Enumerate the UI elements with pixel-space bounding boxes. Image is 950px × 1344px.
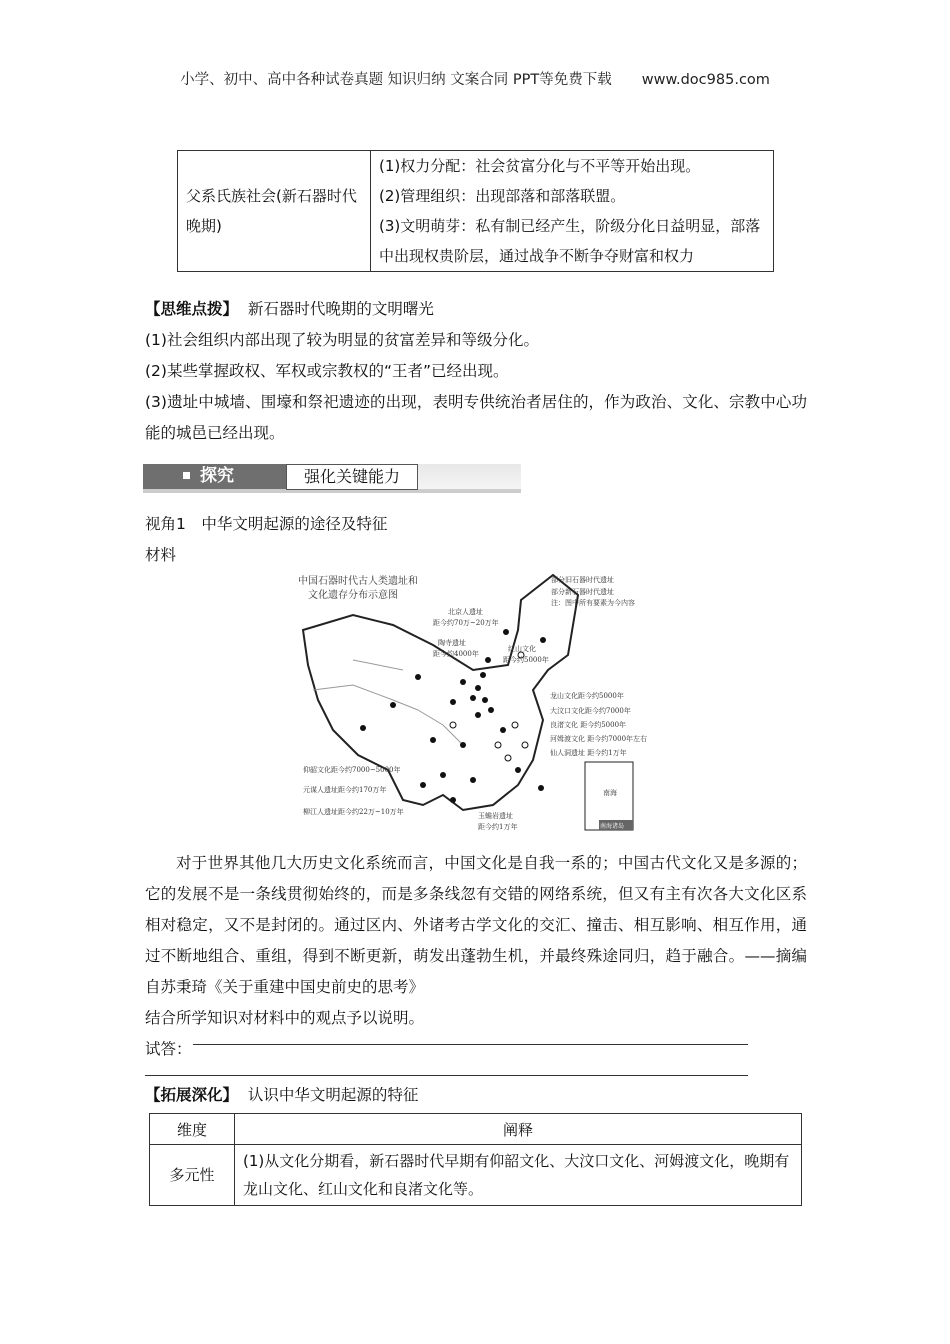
svg-text:玉蟾岩遗址: 玉蟾岩遗址 (478, 812, 513, 820)
svg-text:部分新石器时代遗址: 部分新石器时代遗址 (551, 588, 614, 596)
material-passage: 对于世界其他几大历史文化系统而言，中国文化是自我一系的；中国古代文化又是多源的；它的发展不是一条线贯彻始终的，而是多条线忽有交错的网络系统，但又有主有次各大文化区系相对稳定，又不是封闭的。通过区内、外诸考古学文化的交汇、撞击、相互影响、相互作用，通过不断地组合、重组，得到不断更新，萌发出蓬勃生机，并最终殊途同归，趋于融合。——摘编自苏秉琦《关于重建中国史前史的思考》 结合所学知识对材料中的观点予以说明。 试答： (145, 854, 807, 1058)
section-title: 视角1 中华文明起源的途径及特征 (145, 515, 388, 533)
svg-text:距今约5000年: 距今约5000年 (503, 656, 549, 664)
table-row: 多元性 (1)从文化分期看，新石器时代早期有仰韶文化、大汶口文化、河姆渡文化，晚期有龙山文化、红山文化和良渚文化等。 (150, 1145, 802, 1206)
table-label: 父系氏族社会(新石器时代晚期) (178, 151, 371, 272)
svg-text:红山文化: 红山文化 (508, 645, 536, 653)
svg-text:距今约70万~20万年: 距今约70万~20万年 (433, 619, 499, 627)
extend-heading: 【拓展深化】 认识中华文明起源的特征 (145, 1086, 419, 1104)
svg-text:柳江人遗址距今约22万~10万年: 柳江人遗址距今约22万~10万年 (303, 808, 404, 816)
material-label: 材料 (145, 546, 177, 564)
thinking-item: (2)某些掌握政权、军权或宗教权的“王者”已经出现。 (145, 362, 509, 380)
svg-text:中国石器时代古人类遗址和: 中国石器时代古人类遗址和 (298, 576, 418, 587)
svg-text:距今约1万年: 距今约1万年 (478, 823, 518, 831)
svg-text:陶寺遗址: 陶寺遗址 (438, 639, 466, 647)
svg-text:良渚文化 距今约5000年: 良渚文化 距今约5000年 (550, 721, 627, 729)
svg-text:注：图中所有要素为今内容: 注：图中所有要素为今内容 (551, 599, 635, 607)
table-content: (1)权力分配：社会贫富分化与不平等开始出现。 (2)管理组织：出现部落和部落联盟。 (3)文明萌芽：私有制已经产生，阶级分化日益明显，部落中出现权贵阶层，通过战争不断争夺财富和权力 (371, 151, 774, 272)
svg-text:元谋人遗址距今约170万年: 元谋人遗址距今约170万年 (303, 786, 387, 794)
china-map (293, 570, 663, 832)
society-table (177, 150, 774, 272)
svg-text:南海诸岛: 南海诸岛 (600, 823, 625, 830)
svg-text:河姆渡文化 距今约7000年左右: 河姆渡文化 距今约7000年左右 (550, 735, 648, 743)
thinking-item: (3)遗址中城墙、围壕和祭祀遗迹的出现，表明专供统治者居住的，作为政治、文化、宗教中心功能的城邑已经出现。 (145, 393, 807, 442)
site-link[interactable]: www.doc985.com (641, 72, 770, 88)
svg-text:距今约4000年: 距今约4000年 (433, 650, 479, 658)
section-banner: 探究 强化关键能力 (143, 461, 521, 493)
svg-text:大汶口文化距今约7000年: 大汶口文化距今约7000年 (550, 707, 631, 715)
thinking-item: (1)社会组织内部出现了较为明显的贫富差异和等级分化。 (145, 331, 539, 349)
svg-text:仰韶文化距今约7000~5000年: 仰韶文化距今约7000~5000年 (303, 766, 401, 774)
svg-text:南海: 南海 (603, 789, 617, 797)
thinking-heading: 【思维点拨】 新石器时代晚期的文明曙光 (145, 300, 434, 318)
square-icon (183, 472, 190, 479)
svg-text:北京人遗址: 北京人遗址 (448, 608, 483, 616)
features-table: 维度 阐释 多元性 (1)从文化分期看，新石器时代早期有仰韶文化、大汶口文化、河姆渡文化，晚期有龙山文化、红山文化和良渚文化等。 (149, 1113, 802, 1206)
answer-line[interactable] (145, 1075, 748, 1076)
page-header: 小学、初中、高中各种试卷真题 知识归纳 文案合同 PPT等免费下载 www.doc985.com (180, 72, 770, 88)
svg-text:文化遗存分布示意图: 文化遗存分布示意图 (308, 590, 398, 601)
answer-line[interactable] (193, 1044, 748, 1045)
svg-text:仙人洞遗址 距今约1万年: 仙人洞遗址 距今约1万年 (550, 749, 627, 757)
svg-text:龙山文化距今约5000年: 龙山文化距今约5000年 (550, 692, 624, 700)
svg-text:部分旧石器时代遗址: 部分旧石器时代遗址 (551, 576, 614, 584)
